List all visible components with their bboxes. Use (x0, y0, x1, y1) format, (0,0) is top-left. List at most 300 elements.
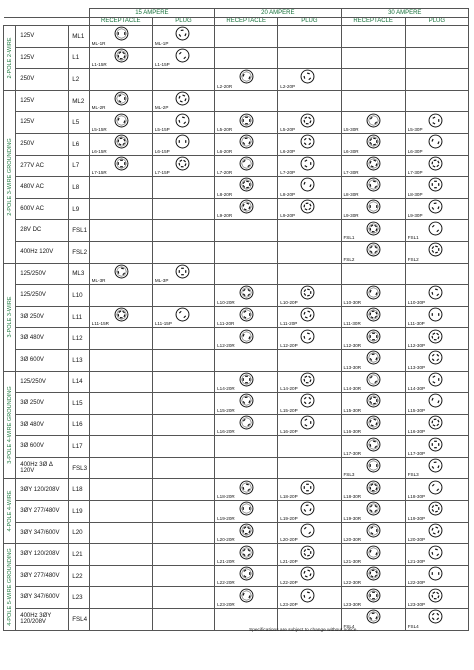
configuration-label: L21-30P (407, 558, 426, 564)
plug-face-icon (300, 566, 315, 586)
nema-code-cell: L7 (69, 155, 89, 177)
configuration-label: ML-3P (154, 278, 169, 284)
receptacle-cell (215, 414, 278, 436)
receptacle-cell (341, 285, 405, 307)
receptacle-cell (215, 177, 278, 199)
plug-cell (405, 177, 468, 199)
plug-cell (405, 436, 468, 458)
voltage-cell: 600V AC (16, 198, 69, 220)
plug-face-icon (300, 113, 315, 133)
receptacle-cell (215, 587, 278, 609)
configuration-label: ML-2P (154, 105, 169, 111)
plug-cell (152, 371, 214, 393)
chart-row (4, 198, 469, 220)
plug-face-icon (300, 69, 315, 89)
amperage-header-20: 20 AMPERE (215, 9, 341, 18)
plug-cell (152, 349, 214, 371)
receptacle-cell (215, 501, 278, 523)
nema-code-cell: L23 (69, 587, 89, 609)
chart-row (4, 241, 469, 263)
receptacle-face-icon (239, 545, 254, 565)
receptacle-cell (341, 155, 405, 177)
configuration-label: L18-30R (343, 494, 362, 500)
plug-face-icon (428, 242, 443, 262)
plug-cell (405, 609, 468, 631)
chart-row (4, 328, 469, 350)
plug-cell (278, 393, 341, 415)
plug-cell (152, 198, 214, 220)
nema-code-cell: ML2 (69, 90, 89, 112)
plug-face-icon (428, 501, 443, 521)
plug-face-icon (300, 134, 315, 154)
receptacle-face-icon (366, 285, 381, 305)
plug-cell (278, 522, 341, 544)
chart-row (4, 349, 469, 371)
footnote: Specifications are subject to change without notice. (249, 628, 358, 633)
receptacle-header: RECEPTACLE (341, 18, 405, 26)
receptacle-face-icon (239, 588, 254, 608)
amperage-header-15: 15 AMPERE (89, 9, 214, 18)
configuration-label: L7-20P (280, 170, 296, 176)
receptacle-face-icon (114, 48, 129, 68)
nema-code-cell: L13 (69, 349, 89, 371)
configuration-label: L20-20P (280, 537, 298, 543)
receptacle-cell (89, 371, 152, 393)
plug-cell (152, 479, 214, 501)
plug-cell (405, 198, 468, 220)
receptacle-cell (215, 306, 278, 328)
receptacle-cell (341, 306, 405, 328)
nema-code-cell: L21 (69, 544, 89, 566)
plug-cell (278, 112, 341, 134)
nema-code-cell: FSL2 (69, 241, 89, 263)
receptacle-cell (215, 457, 278, 479)
receptacle-face-icon (239, 113, 254, 133)
nema-locking-configuration-chart (3, 8, 469, 631)
receptacle-header: RECEPTACLE (89, 18, 152, 26)
receptacle-cell (89, 220, 152, 242)
plug-cell (152, 609, 214, 631)
configuration-label: L10-30P (407, 299, 426, 305)
nema-code-cell: ML3 (69, 263, 89, 285)
receptacle-face-icon (366, 566, 381, 586)
receptacle-cell (215, 436, 278, 458)
configuration-label: L21-20P (280, 558, 298, 564)
nema-code-cell: L15 (69, 393, 89, 415)
receptacle-cell (215, 479, 278, 501)
plug-face-icon (175, 113, 190, 133)
plug-cell (405, 457, 468, 479)
receptacle-face-icon (366, 113, 381, 133)
receptacle-face-icon (239, 415, 254, 435)
voltage-cell: 400Hz 3Ø Δ 120V (16, 457, 69, 479)
plug-cell (278, 133, 341, 155)
configuration-label: L15-20P (280, 407, 298, 413)
voltage-cell: 3Ø 600V (16, 349, 69, 371)
chart-row (4, 587, 469, 609)
voltage-cell: 125/250V (16, 285, 69, 307)
configuration-label: L18-20P (280, 494, 298, 500)
nema-code-cell: L10 (69, 285, 89, 307)
plug-face-icon (300, 501, 315, 521)
plug-cell (152, 263, 214, 285)
chart-row (4, 112, 469, 134)
plug-face-icon (428, 458, 443, 478)
plug-face-icon (428, 393, 443, 413)
plug-face-icon (300, 415, 315, 435)
configuration-label: L23-30P (407, 602, 426, 608)
receptacle-face-icon (239, 177, 254, 197)
receptacle-cell (89, 133, 152, 155)
receptacle-face-icon (239, 285, 254, 305)
plug-face-icon (300, 523, 315, 543)
plug-face-icon (428, 156, 443, 176)
plug-face-icon (428, 350, 443, 370)
plug-cell (405, 155, 468, 177)
plug-face-icon (300, 307, 315, 327)
plug-cell (278, 306, 341, 328)
type-header-row (4, 18, 469, 26)
receptacle-cell (89, 436, 152, 458)
receptacle-face-icon (366, 609, 381, 629)
configuration-label: L7-30R (343, 170, 359, 176)
configuration-label: L16-20P (280, 429, 298, 435)
receptacle-cell (215, 544, 278, 566)
configuration-label: L6-15R (91, 148, 107, 154)
plug-cell (278, 263, 341, 285)
plug-face-icon (175, 134, 190, 154)
receptacle-face-icon (366, 480, 381, 500)
receptacle-face-icon (239, 566, 254, 586)
configuration-label: L5-20R (217, 126, 233, 132)
receptacle-cell (215, 198, 278, 220)
receptacle-cell (215, 220, 278, 242)
configuration-label: L19-20P (280, 515, 298, 521)
receptacle-face-icon (114, 156, 129, 176)
nema-code-cell: L22 (69, 565, 89, 587)
configuration-label: L20-20R (217, 537, 235, 543)
nema-code-cell: L2 (69, 69, 89, 91)
configuration-label: L22-30P (407, 580, 426, 586)
plug-cell (152, 306, 214, 328)
plug-cell (405, 544, 468, 566)
configuration-label: L9-30R (343, 213, 359, 219)
plug-cell (278, 436, 341, 458)
plug-cell (152, 328, 214, 350)
receptacle-face-icon (366, 134, 381, 154)
group-label-cell (4, 544, 16, 630)
configuration-label: L10-20R (217, 299, 235, 305)
configuration-label: L9-20P (280, 213, 296, 219)
plug-face-icon (300, 285, 315, 305)
plug-cell (278, 565, 341, 587)
plug-cell (278, 220, 341, 242)
receptacle-cell (89, 263, 152, 285)
receptacle-face-icon (239, 393, 254, 413)
receptacle-cell (89, 155, 152, 177)
chart-row (4, 285, 469, 307)
plug-cell (278, 544, 341, 566)
plug-cell (152, 112, 214, 134)
chart-row (4, 544, 469, 566)
receptacle-face-icon (239, 480, 254, 500)
amperage-header-row (4, 9, 469, 18)
plug-face-icon (428, 329, 443, 349)
receptacle-cell (341, 457, 405, 479)
nema-code-cell: L12 (69, 328, 89, 350)
configuration-label: L14-30R (343, 386, 362, 392)
configuration-label: L13-30R (343, 364, 362, 370)
receptacle-face-icon (366, 415, 381, 435)
plug-cell (152, 393, 214, 415)
receptacle-cell (215, 90, 278, 112)
configuration-label: L5-30P (407, 126, 423, 132)
configuration-label: L7-15R (91, 170, 107, 176)
voltage-cell: 277V AC (16, 155, 69, 177)
plug-face-icon (428, 566, 443, 586)
nema-code-cell: L17 (69, 436, 89, 458)
plug-header: PLUG (405, 18, 468, 26)
nema-code-cell: L6 (69, 133, 89, 155)
nema-code-cell: L20 (69, 522, 89, 544)
receptacle-cell (341, 263, 405, 285)
configuration-label: L1-15P (154, 62, 170, 68)
configuration-label: ML-3R (91, 278, 106, 284)
configuration-label: L7-30P (407, 170, 423, 176)
chart-row (4, 90, 469, 112)
voltage-cell: 3ØY 120/208V (16, 479, 69, 501)
configuration-label: FSL1 (407, 234, 419, 240)
chart-row (4, 26, 469, 48)
receptacle-cell (89, 501, 152, 523)
plug-face-icon (428, 523, 443, 543)
plug-cell (405, 393, 468, 415)
plug-cell (278, 285, 341, 307)
receptacle-face-icon (114, 91, 129, 111)
receptacle-cell (341, 609, 405, 631)
configuration-label: L19-20R (217, 515, 235, 521)
plug-cell (152, 133, 214, 155)
configuration-label: L22-20P (280, 580, 298, 586)
receptacle-cell (215, 285, 278, 307)
plug-cell (152, 414, 214, 436)
plug-header: PLUG (152, 18, 214, 26)
receptacle-face-icon (239, 134, 254, 154)
configuration-label: L11-15P (154, 321, 172, 327)
plug-cell (278, 501, 341, 523)
plug-cell (278, 328, 341, 350)
receptacle-face-icon (366, 437, 381, 457)
plug-cell (152, 457, 214, 479)
voltage-cell: 400Hz 120V (16, 241, 69, 263)
voltage-cell: 250V (16, 69, 69, 91)
configuration-label: L5-15R (91, 126, 107, 132)
plug-cell (405, 220, 468, 242)
voltage-cell: 250V (16, 133, 69, 155)
plug-cell (405, 479, 468, 501)
voltage-cell: 125V (16, 47, 69, 69)
nema-code-cell: L14 (69, 371, 89, 393)
header-spacer (4, 9, 90, 18)
receptacle-cell (341, 69, 405, 91)
configuration-label: FSL3 (407, 472, 419, 478)
plug-face-icon (428, 113, 443, 133)
configuration-label: L10-20P (280, 299, 298, 305)
receptacle-cell (215, 565, 278, 587)
configuration-label: L23-30R (343, 602, 362, 608)
configuration-label: ML-1P (154, 40, 169, 46)
configuration-label: L15-20R (217, 407, 235, 413)
voltage-cell: 125V (16, 112, 69, 134)
chart-row (4, 457, 469, 479)
configuration-label: L8-20R (217, 191, 233, 197)
receptacle-face-icon (366, 350, 381, 370)
configuration-label: L6-20R (217, 148, 233, 154)
receptacle-cell (341, 587, 405, 609)
receptacle-cell (341, 436, 405, 458)
receptacle-face-icon (366, 199, 381, 219)
receptacle-cell (341, 112, 405, 134)
configuration-label: L14-30P (407, 386, 426, 392)
configuration-label: FSL2 (407, 256, 419, 262)
plug-cell (405, 133, 468, 155)
receptacle-face-icon (114, 264, 129, 284)
receptacle-cell (89, 177, 152, 199)
configuration-label: L8-20P (280, 191, 296, 197)
receptacle-face-icon (114, 134, 129, 154)
receptacle-face-icon (239, 329, 254, 349)
plug-cell (278, 177, 341, 199)
receptacle-face-icon (366, 545, 381, 565)
voltage-cell: 125V (16, 90, 69, 112)
plug-cell (405, 69, 468, 91)
receptacle-face-icon (366, 393, 381, 413)
receptacle-cell (215, 112, 278, 134)
receptacle-face-icon (239, 156, 254, 176)
plug-cell (278, 479, 341, 501)
plug-face-icon (428, 134, 443, 154)
receptacle-face-icon (366, 588, 381, 608)
receptacle-cell (215, 133, 278, 155)
receptacle-cell (89, 306, 152, 328)
plug-cell (152, 220, 214, 242)
receptacle-cell (215, 349, 278, 371)
receptacle-cell (341, 241, 405, 263)
configuration-label: ML-1R (91, 40, 106, 46)
plug-cell (278, 587, 341, 609)
configuration-label: L6-15P (154, 148, 170, 154)
plug-cell (278, 198, 341, 220)
nema-code-cell: FSL1 (69, 220, 89, 242)
configuration-label: L23-20P (280, 602, 298, 608)
receptacle-cell (341, 328, 405, 350)
receptacle-cell (215, 328, 278, 350)
receptacle-cell (215, 371, 278, 393)
plug-face-icon (428, 221, 443, 241)
group-label-cell (4, 90, 16, 263)
plug-face-icon (428, 199, 443, 219)
group-label: 3-POLE 3-WIRE (6, 296, 13, 338)
configuration-label: L11-20P (280, 321, 298, 327)
configuration-label: L8-30P (407, 191, 423, 197)
nema-code-cell: L8 (69, 177, 89, 199)
plug-face-icon (175, 48, 190, 68)
plug-cell (152, 501, 214, 523)
receptacle-face-icon (239, 523, 254, 543)
plug-cell (405, 501, 468, 523)
receptacle-cell (215, 609, 278, 631)
configuration-label: L2-20P (280, 83, 296, 89)
configuration-label: FSL1 (343, 234, 355, 240)
receptacle-face-icon (366, 372, 381, 392)
chart-row (4, 306, 469, 328)
voltage-cell: 480V AC (16, 177, 69, 199)
plug-face-icon (175, 91, 190, 111)
plug-cell (405, 522, 468, 544)
receptacle-cell (89, 90, 152, 112)
receptacle-cell (89, 479, 152, 501)
receptacle-cell (341, 198, 405, 220)
receptacle-cell (341, 90, 405, 112)
voltage-cell: 125/250V (16, 371, 69, 393)
plug-cell (278, 69, 341, 91)
plug-cell (405, 306, 468, 328)
configuration-label: L22-30R (343, 580, 362, 586)
plug-cell (278, 155, 341, 177)
group-label-cell (4, 479, 16, 544)
plug-cell (405, 414, 468, 436)
plug-cell (278, 349, 341, 371)
receptacle-face-icon (239, 501, 254, 521)
receptacle-face-icon (366, 523, 381, 543)
configuration-label: L6-30R (343, 148, 359, 154)
receptacle-cell (89, 587, 152, 609)
chart-row (4, 479, 469, 501)
group-label: 2-POLE 3-WIRE GROUNDING (6, 137, 13, 216)
plug-cell (278, 371, 341, 393)
chart-row (4, 155, 469, 177)
plug-face-icon (428, 285, 443, 305)
receptacle-cell (341, 393, 405, 415)
receptacle-cell (215, 26, 278, 48)
configuration-label: L17-30P (407, 450, 426, 456)
group-label: 3-POLE 4-WIRE GROUNDING (6, 386, 13, 464)
voltage-cell: 3Ø 600V (16, 436, 69, 458)
plug-cell (152, 241, 214, 263)
chart-row (4, 133, 469, 155)
receptacle-cell (215, 69, 278, 91)
configuration-label: L12-20P (280, 342, 298, 348)
plug-cell (405, 241, 468, 263)
receptacle-cell (341, 47, 405, 69)
group-label-cell (4, 371, 16, 479)
chart-row (4, 565, 469, 587)
receptacle-cell (89, 112, 152, 134)
receptacle-face-icon (114, 307, 129, 327)
receptacle-cell (215, 263, 278, 285)
receptacle-face-icon (239, 69, 254, 89)
configuration-label: L20-30R (343, 537, 362, 543)
plug-face-icon (175, 307, 190, 327)
receptacle-cell (341, 133, 405, 155)
plug-face-icon (428, 437, 443, 457)
configuration-label: L21-30R (343, 558, 362, 564)
chart-row (4, 522, 469, 544)
receptacle-cell (89, 544, 152, 566)
chart-row (4, 393, 469, 415)
receptacle-cell (215, 155, 278, 177)
configuration-label: FSL2 (343, 256, 355, 262)
